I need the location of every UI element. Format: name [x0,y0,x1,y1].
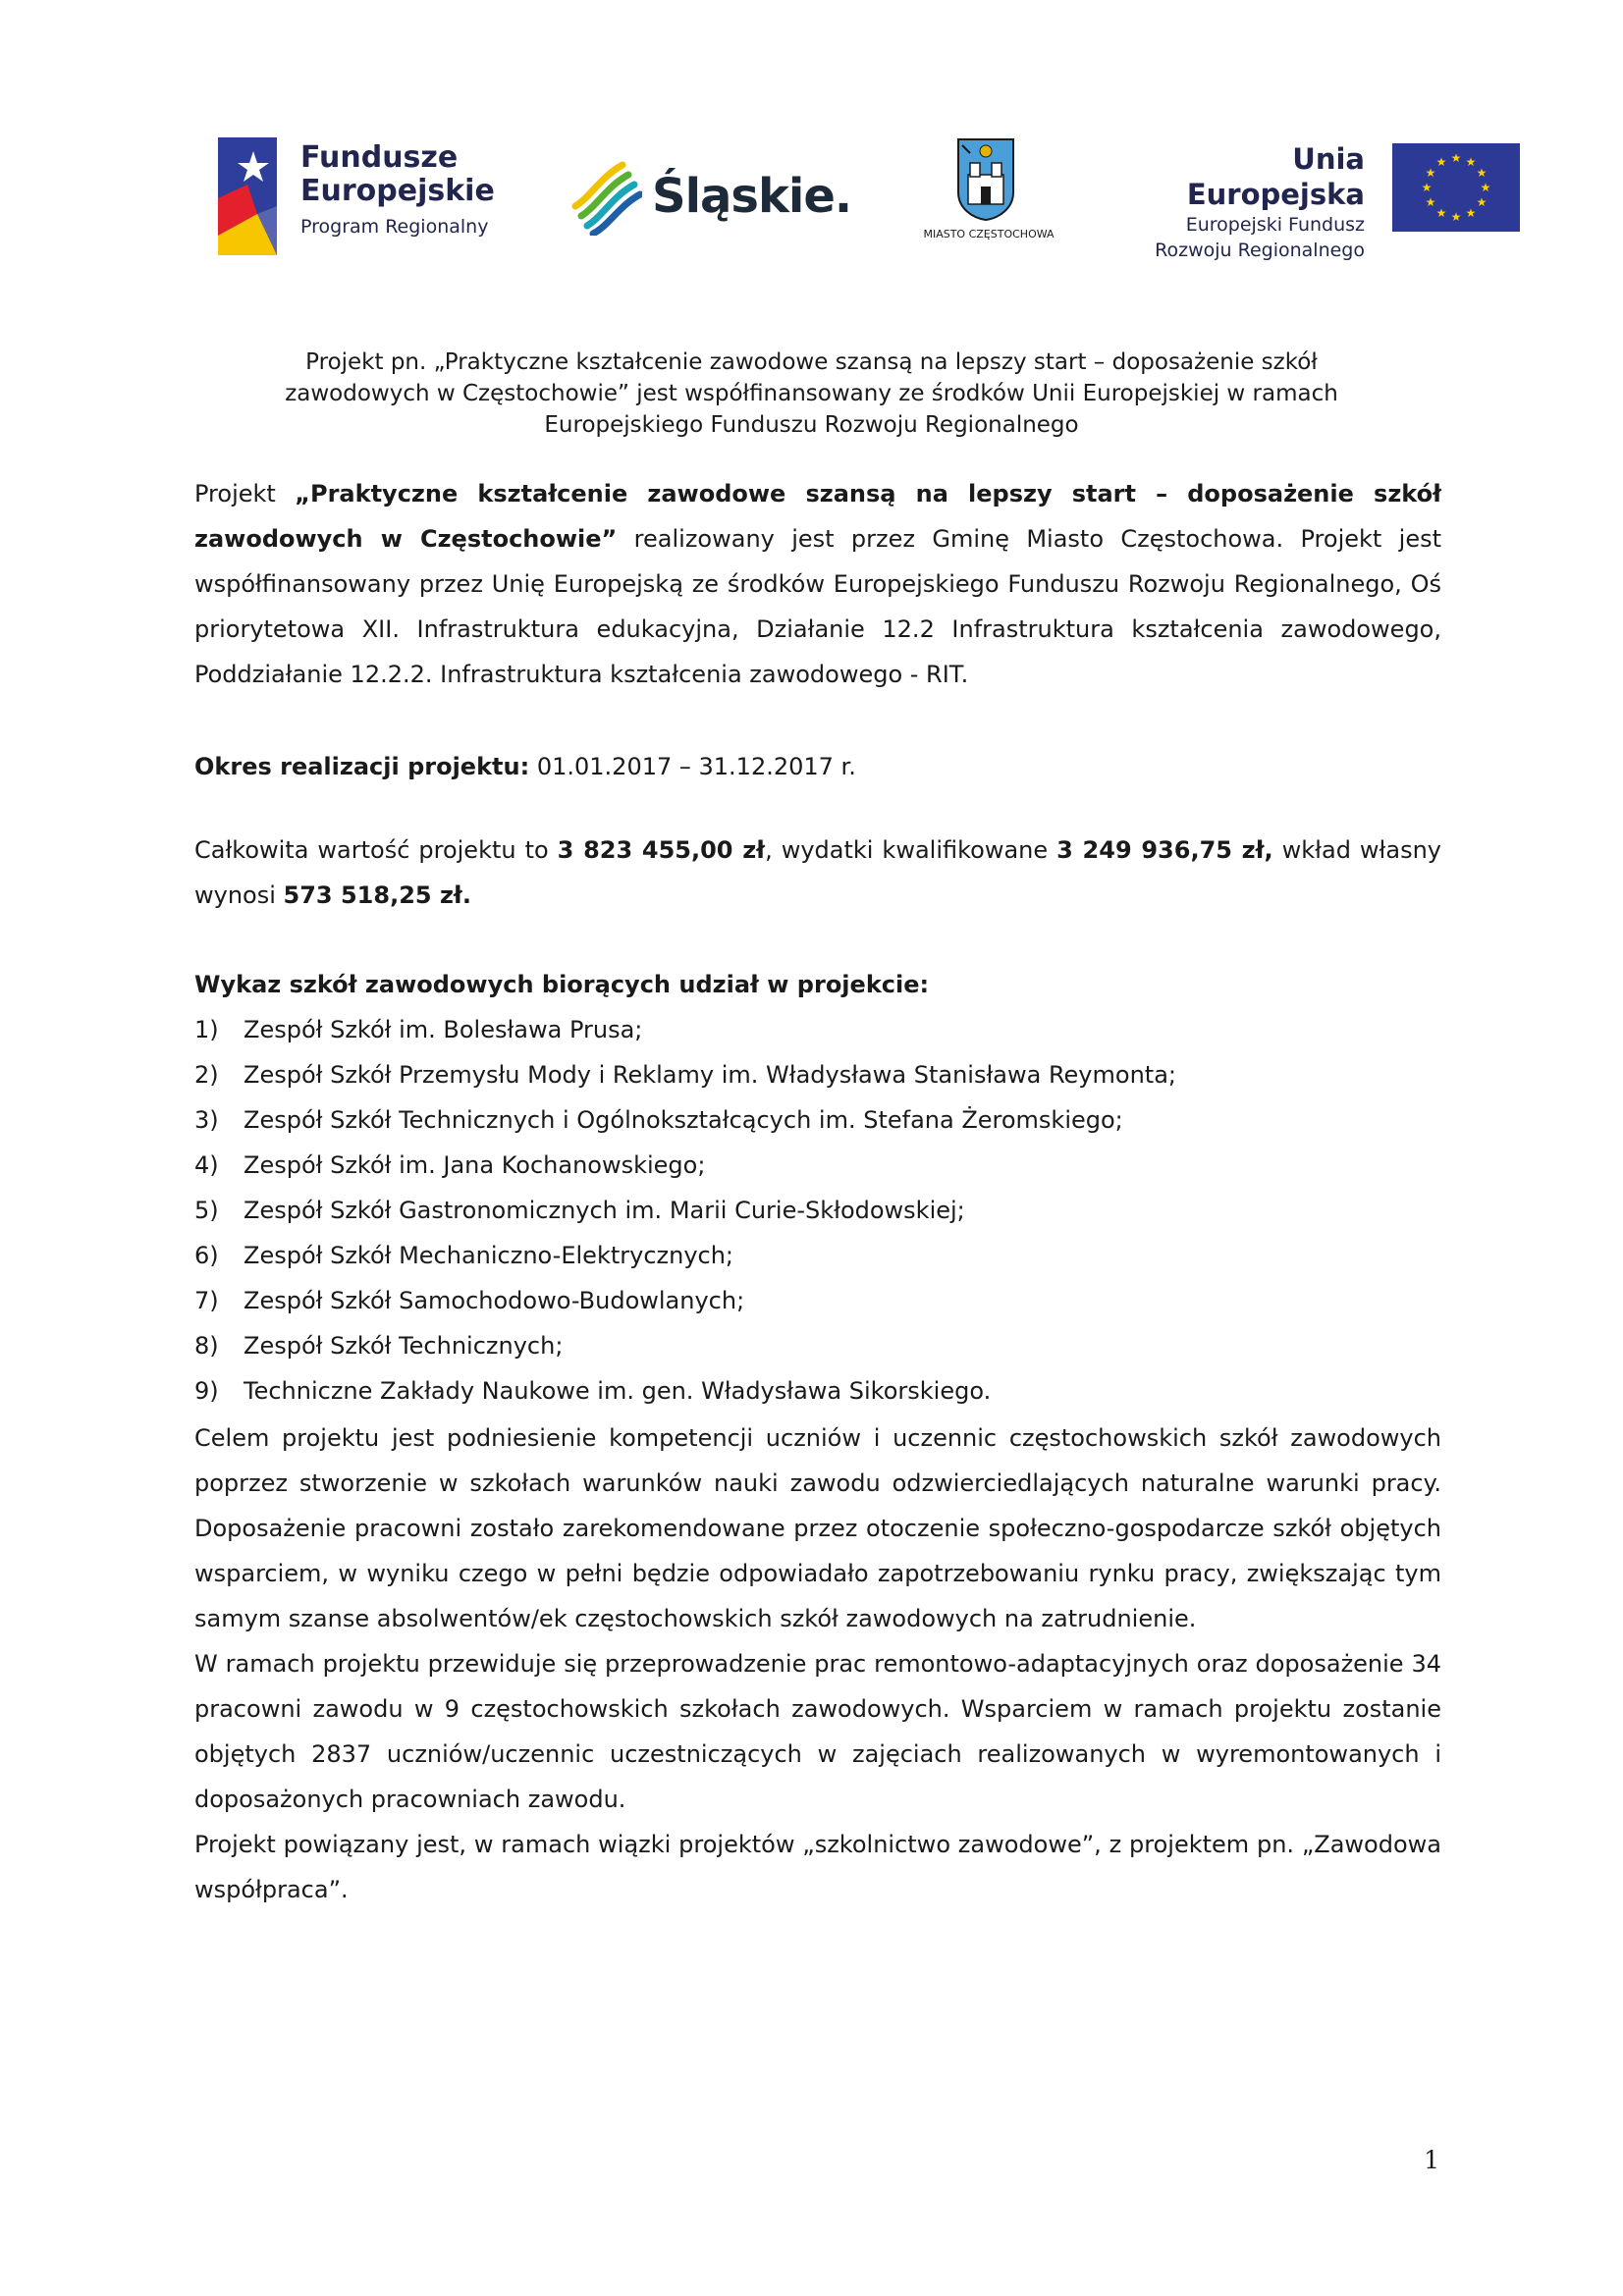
list-item-text: Zespół Szkół Technicznych; [243,1332,564,1360]
scope-paragraph: W ramach projektu przewiduje się przeprowadzenie prac remontowo-adaptacyjnych oraz doposażenie 34 pracowni zawodu w 9 częstochowskich szkołach zawodowych. Wsparciem w ramach projektu zostanie objętych 2837 uczniów/uczennic uczestniczących w zajęciach realizowanych w wyremontowanych i doposażonych pracowniach zawodu. [194,1650,1441,1813]
fundusze-europejskie-flag-icon [218,137,277,255]
czestochowa-crest-icon [956,137,1015,222]
svg-text:★: ★ [1465,206,1477,220]
list-item-number: 9) [194,1377,219,1405]
value-text-1: Całkowita wartość projektu to [194,836,558,864]
svg-text:★: ★ [1480,181,1491,194]
list-item-number: 3) [194,1106,219,1134]
svg-text:★: ★ [1450,210,1462,224]
svg-text:★: ★ [1465,155,1477,169]
eu-flag-icon [1392,143,1520,232]
period-label: Okres realizacji projektu: [194,753,530,780]
value-text-3: wkład własny wynosi [194,836,1441,909]
schools-section [194,962,1441,1414]
value-own: 573 518,25 zł. [283,881,471,909]
list-item [194,1233,1441,1278]
fundusze-europejskie-text [300,141,495,241]
page-number: 1 [1424,2146,1439,2174]
svg-text:★: ★ [1476,195,1488,209]
period-value: 01.01.2017 – 31.12.2017 r. [529,753,856,780]
schools-heading: Wykaz szkół zawodowych biorących udział w projekcie: [194,971,930,998]
slaskie-wave-icon [571,157,642,236]
list-item-number: 5) [194,1197,219,1224]
svg-text:★: ★ [1435,206,1447,220]
list-item-number: 2) [194,1061,219,1089]
heading-line-3: Europejskiego Funduszu Rozwoju Regionalnego [544,412,1079,438]
czestochowa-caption: MIASTO CZĘSTOCHOWA [923,228,1055,240]
svg-text:★: ★ [1476,166,1488,180]
intro-prefix: Projekt [194,480,296,507]
list-item-text: Zespół Szkół im. Bolesława Prusa; [243,1016,643,1043]
list-item-text: Zespół Szkół Gastronomicznych im. Marii Curie-Skłodowskiej; [243,1197,965,1224]
list-item-text: Zespół Szkół im. Jana Kochanowskiego; [243,1151,706,1179]
list-item [194,1143,1441,1188]
list-item [194,1278,1441,1323]
logo-bar [0,137,1623,261]
school-list [194,1007,1441,1414]
value-eligible: 3 249 936,75 zł, [1056,836,1273,864]
goal-paragraph: Celem projektu jest podniesienie kompetencji uczniów i uczennic częstochowskich szkół zawodowych poprzez stworzenie w szkołach warunków nauki zawodu odzwierciedlających naturalne warunki pracy. Doposażenie pracowni zostało zarekomendowane przez otoczenie społeczno-gospodarcze szkół objętych wsparciem, w wyniku czego w pełni będzie odpowiadało zapotrzebowaniu rynku pracy, zwiększając tym samym szanse absolwentów/ek częstochowskich szkół zawodowych na zatrudnienie. [194,1424,1441,1632]
list-item-number: 4) [194,1151,219,1179]
list-item-text: Zespół Szkół Przemysłu Mody i Reklamy im. Władysława Stanisława Reymonta; [243,1061,1176,1089]
slaskie-logo [571,157,852,236]
fundusze-line-2: Europejskie [300,174,495,208]
heading-line-1: Projekt pn. „Praktyczne kształcenie zawodowe szansą na lepszy start – doposażenie szkół [305,349,1318,375]
ue-line-1: Unia Europejska [1186,142,1365,211]
intro-paragraph [194,471,1441,697]
svg-text:★: ★ [1435,155,1447,169]
list-item-text: Zespół Szkół Technicznych i Ogólnokształcących im. Stefana Żeromskiego; [243,1106,1123,1134]
value-text-2: , wydatki kwalifikowane [765,836,1057,864]
svg-text:★: ★ [1450,151,1462,165]
svg-text:★: ★ [1421,181,1433,194]
unia-europejska-logo [1139,137,1551,261]
project-value-paragraph [194,828,1441,918]
period-paragraph [194,744,1441,789]
list-item [194,1097,1441,1143]
list-item-number: 1) [194,1016,219,1043]
intro-project-title: „Praktyczne kształcenie zawodowe szansą na lepszy start – doposażenie szkół zawodowych w Częstochowie” [194,480,1441,553]
list-item-text: Techniczne Zakłady Naukowe im. gen. Władysława Sikorskiego. [243,1377,992,1405]
intro-rest: realizowany jest przez Gminę Miasto Częstochowa. Projekt jest współfinansowany przez Unię Europejską ze środków Europejskiego Funduszu Rozwoju Regionalnego, Oś priorytetowa XII. Infrastruktura edukacyjna, Działanie 12.2 Infrastruktura kształcenia zawodowego, Poddziałanie 12.2.2. Infrastruktura kształcenia zawodowego - RIT. [194,525,1442,688]
unia-europejska-text [1139,141,1365,263]
svg-text:★: ★ [1425,166,1436,180]
list-item-number: 8) [194,1332,219,1360]
slaskie-text: Śląskie. [652,169,852,224]
list-item-text: Zespół Szkół Mechaniczno-Elektrycznych; [243,1242,734,1269]
ue-line-2: Europejski Fundusz [1185,214,1365,236]
value-total: 3 823 455,00 zł [557,836,766,864]
project-heading [196,347,1427,441]
list-item-number: 7) [194,1287,219,1314]
svg-text:★: ★ [1425,195,1436,209]
related-project-paragraph: Projekt powiązany jest, w ramach wiązki projektów „szkolnictwo zawodowe”, z projektem pn. „Zawodowa współpraca”. [194,1831,1441,1903]
list-item [194,1188,1441,1233]
list-item [194,1368,1441,1414]
ue-line-3: Rozwoju Regionalnego [1155,240,1365,261]
miasto-czestochowa-logo [915,137,1062,255]
fundusze-europejskie-logo [218,137,513,255]
fundusze-line-1: Fundusze [300,140,459,175]
list-item [194,1052,1441,1097]
heading-line-2: zawodowych w Częstochowie” jest współfinansowany ze środków Unii Europejskiej w ramach [285,381,1338,406]
list-item-number: 6) [194,1242,219,1269]
list-item [194,1323,1441,1368]
fundusze-line-3: Program Regionalny [300,216,489,238]
description-paragraphs [194,1415,1441,1912]
list-item [194,1007,1441,1052]
list-item-text: Zespół Szkół Samochodowo-Budowlanych; [243,1287,745,1314]
